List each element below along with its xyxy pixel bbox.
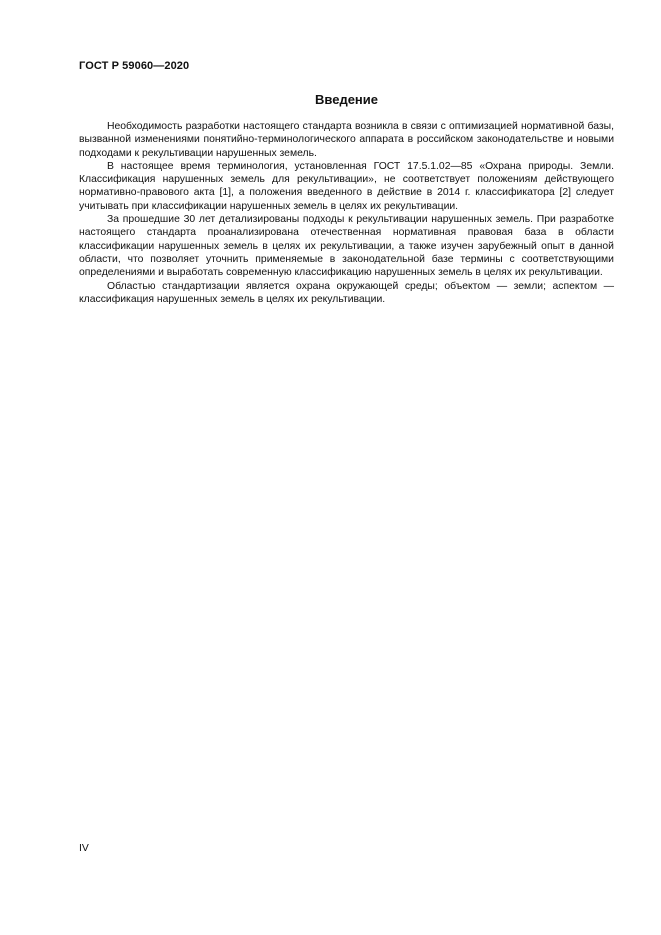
document-code: ГОСТ Р 59060—2020 [79,60,190,72]
section-title: Введение [315,92,378,107]
paragraph: В настоящее время терминология, установленная ГОСТ 17.5.1.02—85 «Охрана природы. Земли. Классификация нарушенных земель для рекультивации», не соответствует положениям действующего нормативно-правового акта [1], а положения введенного в действие в 2014 г. классификатора [2] следует учитывать при классификации нарушенных земель в целях их рекультивации. [79,160,614,212]
page-number: IV [79,843,89,854]
introduction-body [79,120,614,306]
paragraph: За прошедшие 30 лет детализированы подходы к рекультивации нарушенных земель. При разработке настоящего стандарта проанализирована отечественная нормативная правовая база в области классификации нарушенных земель в целях их рекультивации, а также изучен зарубежный опыт в данной области, что позволяет уточнить применяемые в законодательной базе термины с соответствующими определениями и выработать современную классификацию нарушенных земель в целях их рекультивации. [79,214,614,279]
paragraph: Областью стандартизации является охрана окружающей среды; объектом — земли; аспектом — классификация нарушенных земель в целях их рекультивации. [79,280,614,305]
paragraph: Необходимость разработки настоящего стандарта возникла в связи с оптимизацией нормативной базы, вызванной изменениями понятийно-терминологического аппарата в российском законодательстве и новыми подходами к рекультивации нарушенных земель. [79,121,614,159]
